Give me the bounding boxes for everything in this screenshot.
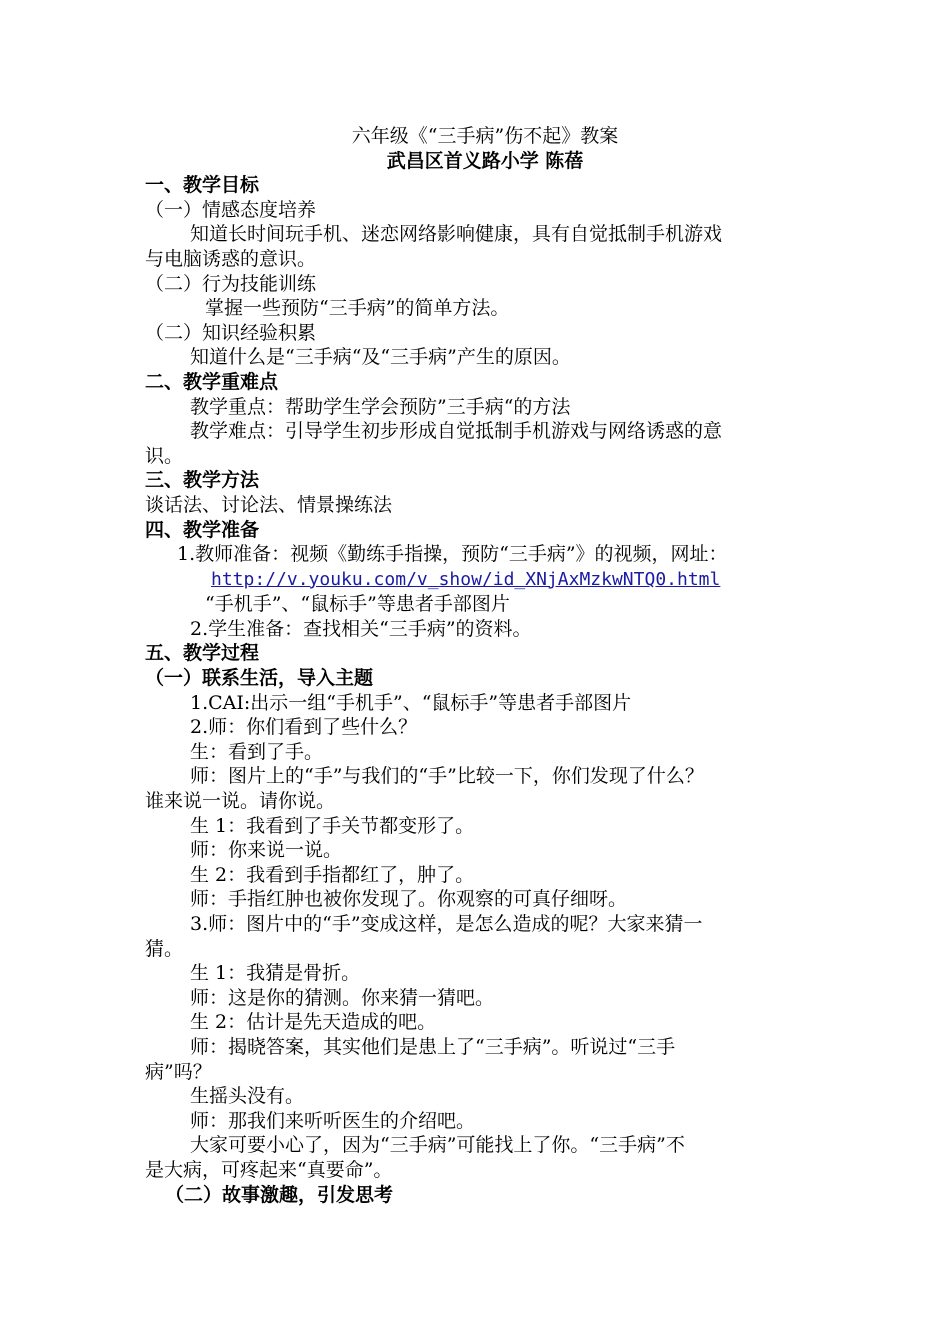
paragraph: 知道长时间玩手机、迷恋网络影响健康，具有自觉抵制手机游戏 <box>190 223 723 246</box>
dialogue-line: 3.师：图片中的“手”变成这样，是怎么造成的呢？大家来猜一 <box>190 913 703 935</box>
dialogue-line: 1.CAI:出示一组“手机手”、“鼠标手”等患者手部图片 <box>190 691 632 714</box>
dialogue-line: 师：这是你的猜测。你来猜一猜吧。 <box>190 986 495 1009</box>
dialogue-line-continued: 谁来说一说。请你说。 <box>145 790 336 813</box>
subsection-heading: （二）故事激趣，引发思考 <box>165 1183 394 1206</box>
paragraph: 教学难点：引导学生初步形成自觉抵制手机游戏与网络诱惑的意 <box>190 420 723 443</box>
dialogue-line: 生：看到了手。 <box>190 740 324 763</box>
subsection-heading: （二）知识经验积累 <box>145 321 317 344</box>
paragraph: 掌握一些预防“三手病”的简单方法。 <box>205 297 510 320</box>
dialogue-line: 生 1：我猜是骨折。 <box>190 962 361 985</box>
document-body <box>145 124 825 1207</box>
subsection-heading: （一）联系生活，导入主题 <box>145 667 374 690</box>
dialogue-line-continued: 猜。 <box>145 937 184 960</box>
paragraph-continued: 识。 <box>145 444 184 467</box>
section-heading: 二、教学重难点 <box>145 370 279 393</box>
dialogue-line: 大家可要小心了，因为“三手病”可能找上了你。“三手病”不 <box>190 1134 685 1157</box>
dialogue-line: 师：揭晓答案，其实他们是患上了“三手病”。听说过“三手 <box>190 1035 676 1058</box>
dialogue-line-continued: 是大病，可疼起来“真要命”。 <box>145 1158 393 1181</box>
section-heading: 四、教学准备 <box>145 518 260 541</box>
list-item: 1.教师准备：视频《勤练手指操，预防“三手病”》的视频，网址： <box>177 543 728 566</box>
paragraph: 知道什么是“三手病“及“三手病”产生的原因。 <box>190 346 571 369</box>
dialogue-line: 生 2：我看到手指都红了，肿了。 <box>190 863 475 886</box>
list-item: 2.学生准备：查找相关“三手病”的资料。 <box>190 617 532 640</box>
dialogue-line: 生摇头没有。 <box>190 1085 305 1108</box>
subsection-heading: （一）情感态度培养 <box>145 198 317 221</box>
dialogue-line: 2.师：你们看到了些什么？ <box>190 716 418 739</box>
paragraph: 谈话法、讨论法、情景操练法 <box>145 493 393 516</box>
subsection-heading: （二）行为技能训练 <box>145 272 317 295</box>
paragraph: 教学重点：帮助学生学会预防”三手病“的方法 <box>190 395 571 418</box>
section-heading: 一、教学目标 <box>145 174 260 197</box>
section-heading: 五、教学过程 <box>145 642 260 665</box>
document-title: 六年级《“三手病”伤不起》教案 <box>351 125 619 147</box>
dialogue-line: 生 2：估计是先天造成的吧。 <box>190 1011 437 1034</box>
section-heading: 三、教学方法 <box>145 469 260 492</box>
dialogue-line: 师：那我们来听听医生的介绍吧。 <box>190 1109 476 1132</box>
dialogue-line: 生 1：我看到了手关节都变形了。 <box>190 814 475 837</box>
document-author: 武昌区首义路小学 陈蓓 <box>386 149 584 172</box>
video-link[interactable]: http://v.youku.com/v_show/id_XNjAxMzkwNTQ0.html <box>211 568 721 590</box>
dialogue-line-continued: 病”吗？ <box>145 1060 212 1083</box>
dialogue-line: 师：图片上的“手”与我们的“手”比较一下，你们发现了什么？ <box>190 765 704 788</box>
dialogue-line: 师：手指红肿也被你发现了。你观察的可真仔细呀。 <box>190 888 628 911</box>
paragraph: “手机手”、“鼠标手”等患者手部图片 <box>205 593 510 616</box>
dialogue-line: 师：你来说一说。 <box>190 839 343 862</box>
paragraph-continued: 与电脑诱惑的意识。 <box>145 247 317 270</box>
